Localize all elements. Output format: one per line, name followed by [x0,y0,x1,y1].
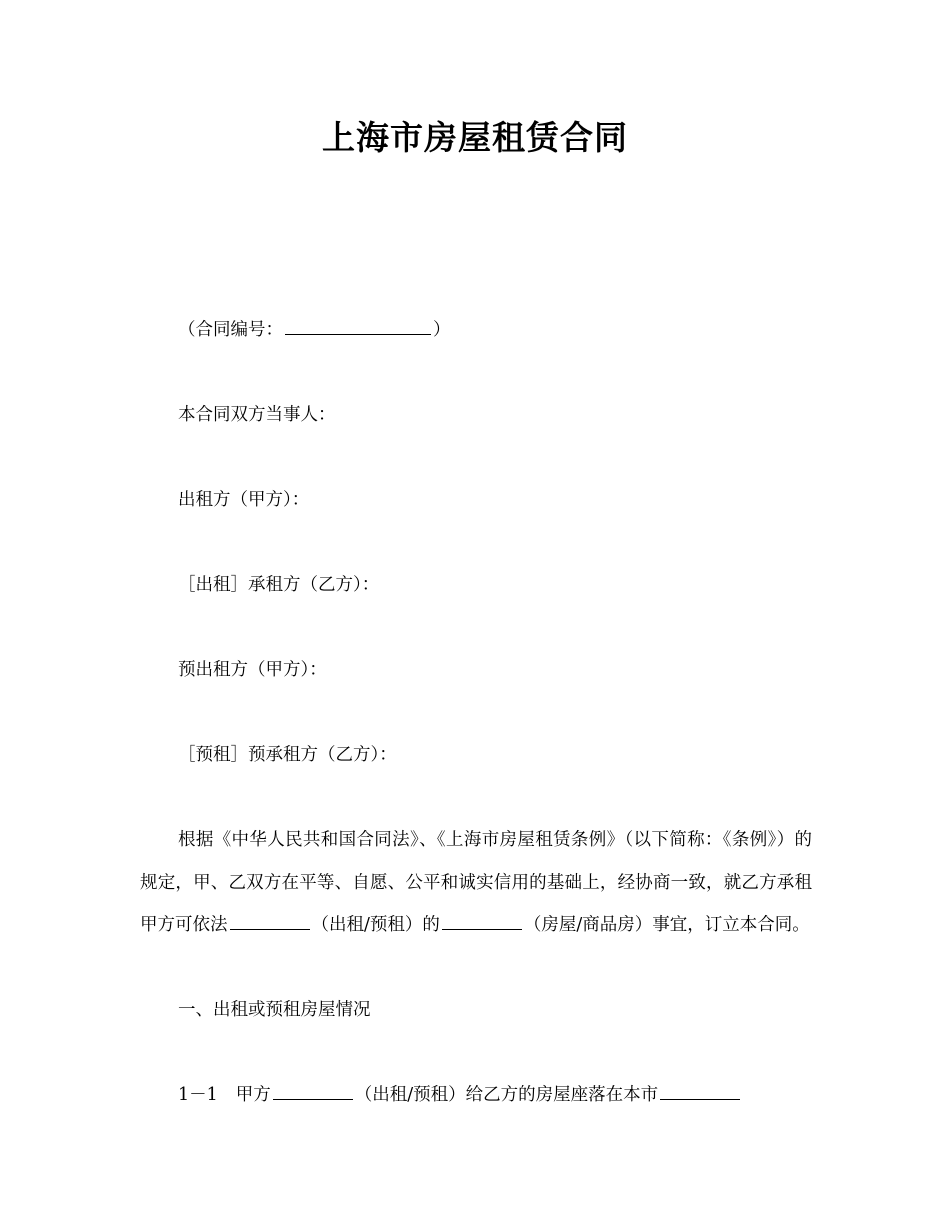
lease-type-blank [230,913,310,930]
preamble-text: （房屋/商品房）事宜，订立本合同。 [523,915,810,935]
property-type-blank [442,913,522,930]
preamble-text: （出租/预租）的 [311,915,440,935]
clause-text: （出租/预租）给乙方的房屋座落在本市 [354,1085,659,1105]
pre-lessor-label: 预出租方（甲方）： [178,660,327,680]
section-1-heading: 一、出租或预租房屋情况 [178,1000,371,1020]
clause-text: 甲方 [235,1085,271,1105]
lessor-label: 出租方（甲方）： [178,490,310,510]
pre-lessee-label: ［预租］预承租方（乙方）： [178,745,397,765]
parties-intro: 本合同双方当事人： [178,405,336,425]
contract-number-suffix: ） [433,320,451,340]
preamble-line-2: 规定，甲、乙双方在平等、自愿、公平和诚实信用的基础上，经协商一致，就乙方承租 [140,873,812,893]
clause-1-1 [178,1083,742,1107]
document-title: 上海市房屋租赁合同 [322,118,628,157]
preamble-line-1: 根据《中华人民共和国合同法》、《上海市房屋租赁条例》（以下简称：《条例》）的 [178,830,812,850]
contract-number-blank [285,318,431,335]
contract-number-line [178,318,451,342]
lease-type-blank [273,1083,353,1100]
location-blank [660,1083,740,1100]
preamble-text: 甲方可依法 [140,915,228,935]
preamble-line-3 [140,913,810,937]
contract-number-label: （合同编号： [178,320,283,340]
lessee-label: ［出租］承租方（乙方）： [178,575,380,595]
clause-number: 1－1 [178,1085,218,1105]
